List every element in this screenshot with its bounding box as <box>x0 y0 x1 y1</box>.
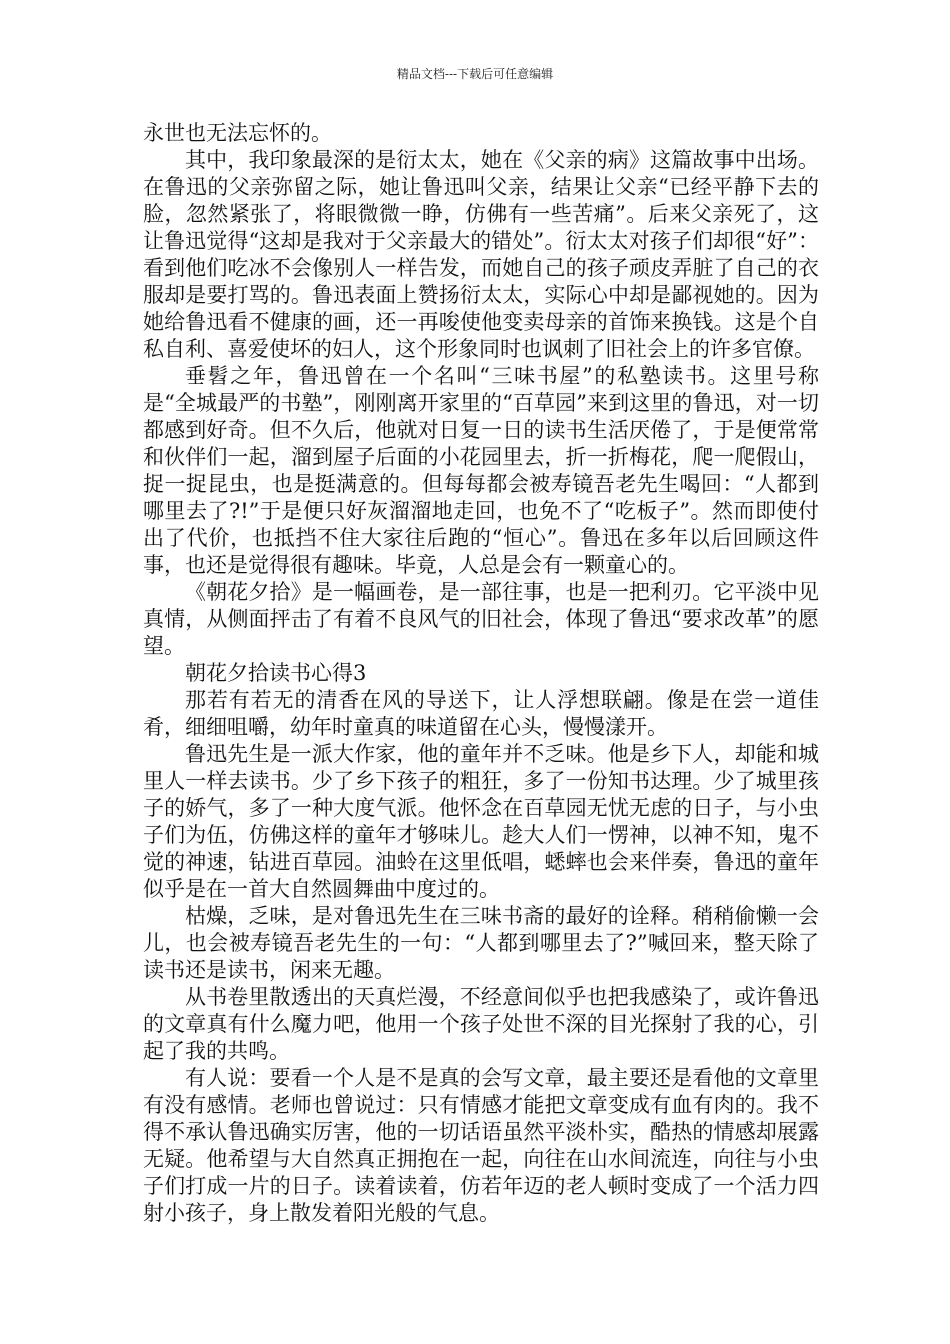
section-heading: 朝花夕拾读书心得3 <box>185 661 367 685</box>
paragraph: 从书卷里散透出的天真烂漫，不经意间似乎也把我感染了，或许鲁迅的文章真有什么魔力吧，他用一个孩子处世不深的目光探射了我的心，引起了我的共鸣。 <box>143 985 819 1063</box>
page-header: 精品文档---下载后可任意编辑 <box>396 67 554 81</box>
paragraph: 枯燥，乏味，是对鲁迅先生在三味书斋的最好的诠释。稍稍偷懒一会儿，也会被寿镜吾老先生的一句：“人都到哪里去了?”喊回来，整天除了读书还是读书，闲来无趣。 <box>143 904 819 982</box>
paragraph: 垂髫之年，鲁迅曾在一个名叫“三味书屋”的私塾读书。这里号称是“全城最严的书塾”，刚刚离开家里的“百草园”来到这里的鲁迅，对一切都感到好奇。但不久后，他就对日复一日的读书生活厌倦了，于是便常常和伙伴们一起，溜到屋子后面的小花园里去，折一折梅花，爬一爬假山，捉一捉昆虫，也是挺满意的。但每每都会被寿镜吾老先生喝回：“人都到哪里去了?!”于是便只好灰溜溜地走回，也免不了“吃板子”。然而即使付出了代价，也抵挡不住大家往后跑的“恒心”。鲁迅在多年以后回顾这件事，也还是觉得很有趣味。毕竟，人总是会有一颗童心的。 <box>143 364 819 577</box>
paragraph: 鲁迅先生是一派大作家，他的童年并不乏味。他是乡下人，却能和城里人一样去读书。少了乡下孩子的粗狂，多了一份知书达理。少了城里孩子的娇气，多了一种大度气派。他怀念在百草园无忧无虑的日子，与小虫子们为伍，仿佛这样的童年才够味儿。趁大人们一愣神，以神不知，鬼不觉的神速，钻进百草园。油蛉在这里低唱，蟋蟀也会来伴奏，鲁迅的童年似乎是在一首大自然圆舞曲中度过的。 <box>143 742 819 901</box>
paragraph: 《朝花夕拾》是一幅画卷，是一部往事，也是一把利刃。它平淡中见真情，从侧面抨击了有着不良风气的旧社会，体现了鲁迅“要求改革”的愿望。 <box>143 580 819 658</box>
document-body <box>143 120 819 1227</box>
paragraph: 有人说：要看一个人是不是真的会写文章，最主要还是看他的文章里有没有感情。老师也曾说过：只有情感才能把文章变成有血有肉的。我不得不承认鲁迅确实厉害，他的一切话语虽然平淡朴实，酷热的情感却展露无疑。他希望与大自然真正拥抱在一起，向往在山水间流连，向往与小虫子们打成一片的日子。读着读着，仿若年迈的老人顿时变成了一个活力四射小孩子，身上散发着阳光般的气息。 <box>143 1066 819 1225</box>
paragraph: 其中，我印象最深的是衍太太，她在《父亲的病》这篇故事中出场。在鲁迅的父亲弥留之际，她让鲁迅叫父亲，结果让父亲“已经平静下去的脸，忽然紧张了，将眼微微一睁，仿佛有一些苦痛”。后来父亲死了，这让鲁迅觉得“这却是我对于父亲最大的错处”。衍太太对孩子们却很“好”：看到他们吃冰不会像别人一样告发，而她自己的孩子顽皮弄脏了自己的衣服却是要打骂的。鲁迅表面上赞扬衍太太，实际心中却是鄙视她的。因为她给鲁迅看不健康的画，还一再唆使他变卖母亲的首饰来换钱。这是个自私自利、喜爱使坏的妇人，这个形象同时也讽刺了旧社会上的许多官僚。 <box>143 148 819 361</box>
paragraph: 那若有若无的清香在风的导送下，让人浮想联翩。像是在尝一道佳肴，细细咀嚼，幼年时童真的味道留在心头，慢慢漾开。 <box>143 688 819 739</box>
paragraph: 永世也无法忘怀的。 <box>143 121 332 145</box>
